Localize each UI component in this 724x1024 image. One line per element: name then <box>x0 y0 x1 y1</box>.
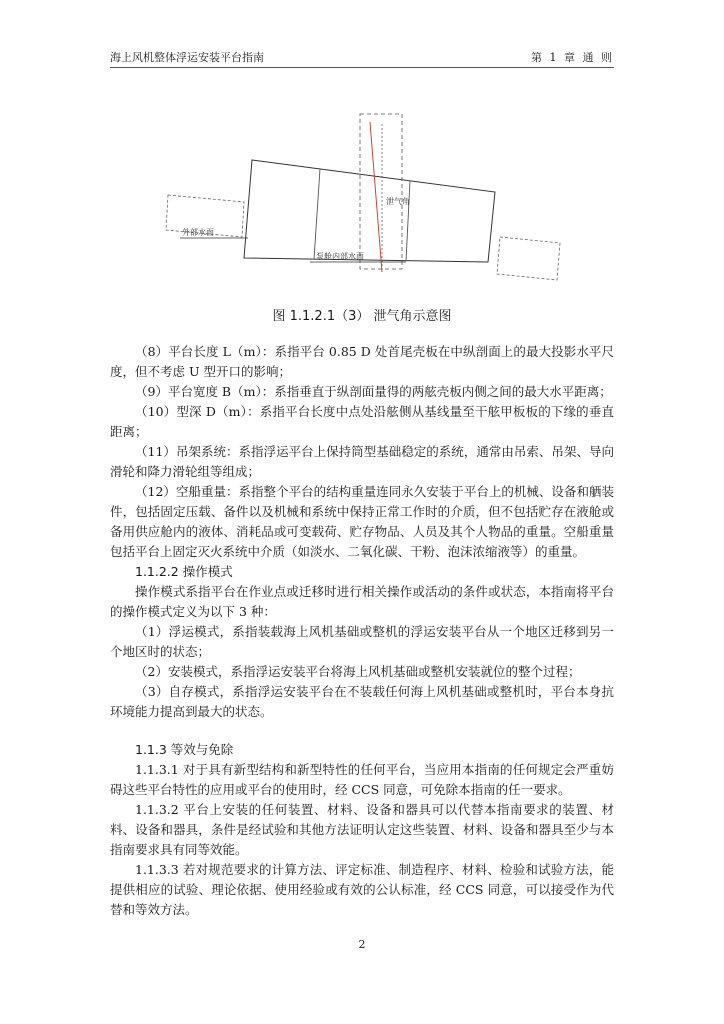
definition-10: （10）型深 D（m）：系指平台长度中点处沿舷侧从基线量至干舷甲板板的下缘的垂直距离； <box>110 404 614 439</box>
vent-angle-figure <box>160 112 580 297</box>
mode-survival: （3）自存模式，系指浮运安装平台在不装载任何海上风机基础或整机时，平台本身抗环境能力提高到最大的状态。 <box>110 684 614 719</box>
vent-angle-diagram <box>160 112 580 297</box>
page-number: 2 <box>358 938 366 951</box>
right-outrigger <box>497 237 560 280</box>
definition-9: （9）平台宽度 B（m）：系指垂直于纵剖面量得的两舷壳板内侧之间的最大水平距离； <box>135 384 612 399</box>
equivalence-1: 1.1.3.1 对于具有新型结构和新型特性的任何平台，当应用本指南的任何规定会严重妨碍这些平台特性的应用或平台的使用时，经 CCS 同意，可免除本指南的任一要求。 <box>110 762 614 797</box>
header-chapter: 第 1 章 通 则 <box>531 51 614 64</box>
body-text <box>110 342 614 920</box>
bulkhead-line <box>406 181 410 261</box>
mode-installation: （2）安装模式，系指浮运安装平台将海上风机基础或整机安装就位的整个过程； <box>135 664 581 679</box>
equivalence-2: 1.1.3.2 平台上安装的任何装置、材料、设备和器具可以代替本指南要求的装置、材料、设备和器具，条件是经试验和其他方法证明认定这些装置、材料、设备和器具至少与本指南要求具有同等效能。 <box>110 802 614 857</box>
definition-8: （8）平台长度 L（m）：系指平台 0.85 D 处首尾壳板在中纵剖面上的最大投影水平尺度，但不考虑 U 型开口的影响； <box>110 344 614 379</box>
outer-water-label: 外部水面 <box>182 228 214 237</box>
operating-mode-intro: 操作模式系指平台在作业点或迁移时进行相关操作或活动的条件或状态，本指南将平台的操作模式定义为以下 3 种： <box>110 584 614 619</box>
figure-caption: 图 1.1.2.1（3） 泄气角示意图 <box>272 309 452 324</box>
vent-angle-label: 泄气角 <box>386 197 410 206</box>
heading-1-1-2-2: 1.1.2.2 操作模式 <box>135 564 233 579</box>
platform-hull <box>244 160 495 262</box>
mode-transit: （1）浮运模式，系指装载海上风机基础或整机的浮运安装平台从一个地区迁移到另一个地区时的状态； <box>110 624 614 659</box>
inner-water-label: 泵舱内部水面 <box>316 252 364 261</box>
definition-12: （12）空船重量：系指整个平台的结构重量连同永久安装于平台上的机械、设备和舾装件，包括固定压载、备件以及机械和系统中保持正常工作时的介质，但不包括贮存在液舱或备用供应舱内的液体、消耗品或可变载荷、贮存物品、人员及其个人物品的重量。空船重量包括平台上固定灭火系统中介质（如淡水、二氧化碳、干粉、泡沫浓缩液等）的重量。 <box>110 484 614 559</box>
vent-axis-line <box>370 122 382 272</box>
equivalence-3: 1.1.3.3 若对规范要求的计算方法、评定标准、制造程序、材料、检验和试验方法，能提供相应的试验、理论依据、使用经验或有效的公认标准，经 CCS 同意，可以接受作为代替和等效方法。 <box>110 862 614 917</box>
page-header <box>110 50 614 68</box>
bulkhead-line <box>314 169 320 259</box>
header-book-title: 海上风机整体浮运安装平台指南 <box>110 51 264 64</box>
bucket-foundation <box>360 114 402 269</box>
heading-1-1-3: 1.1.3 等效与免除 <box>135 742 234 757</box>
definition-11: （11）吊架系统：系指浮运平台上保持筒型基础稳定的系统，通常由吊索、吊架、导向滑轮和降力滑轮组等组成； <box>110 444 614 479</box>
